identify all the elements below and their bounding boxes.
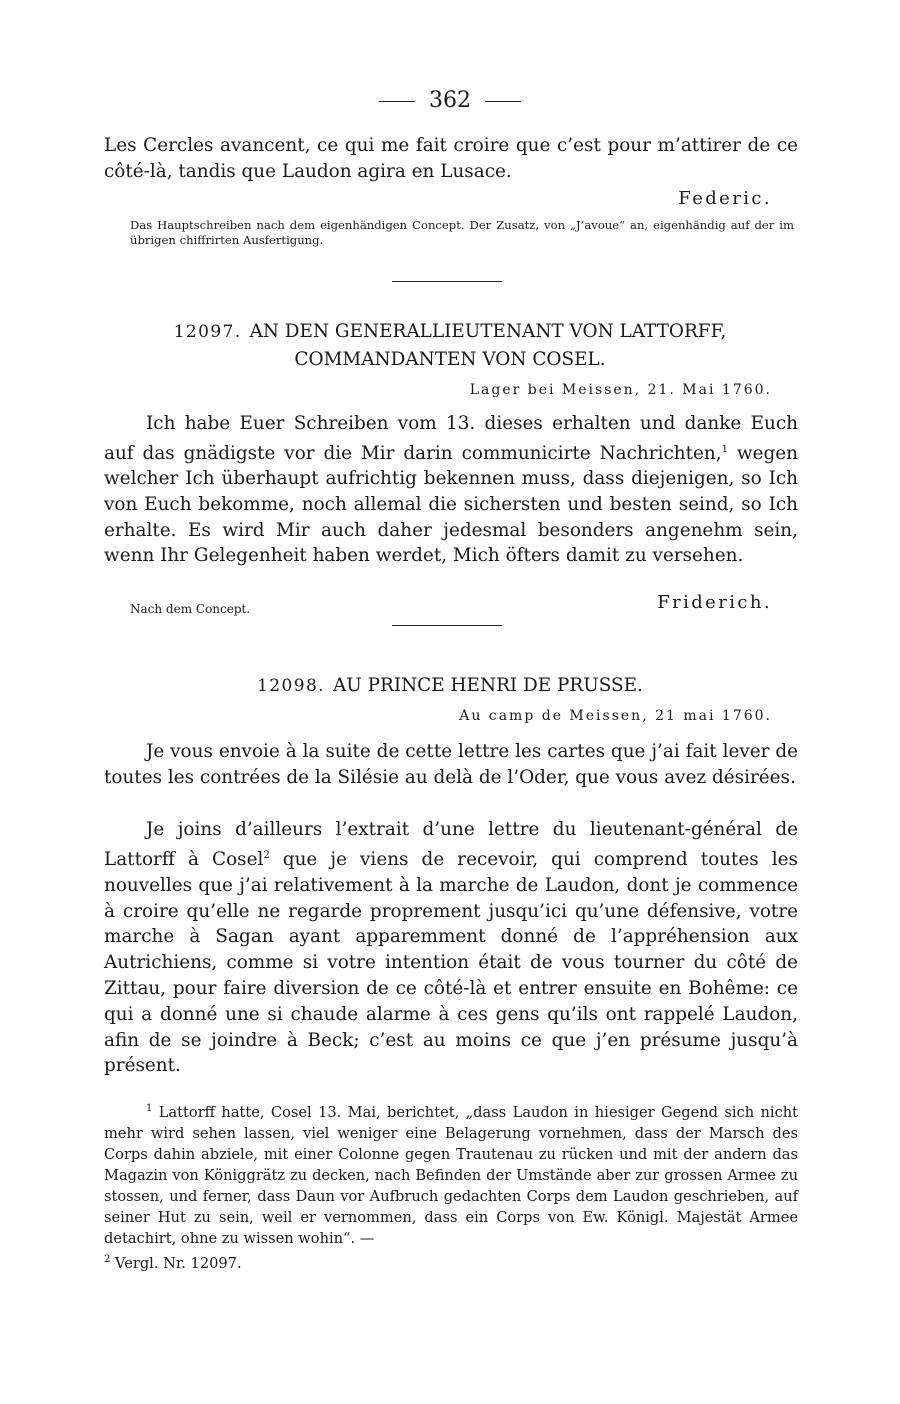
letter-12098-heading-text: AU PRINCE HENRI DE PRUSSE. [332, 675, 643, 696]
header-dash-right [485, 101, 521, 102]
letter-12097-dateline: Lager bei Meissen, 21. Mai 1760. [469, 382, 772, 398]
divider-1 [392, 281, 502, 282]
letter-12097-heading-line2: COMMANDANTEN VON COSEL. [294, 349, 606, 370]
page-header [0, 88, 900, 113]
footnote-1-text: Lattorff hatte, Cosel 13. Mai, berichtet, „dass Laudon in hiesiger Gegend sich nicht mehr wird sehen lassen, viel weniger eine Belagerung vornehmen, dass der Marsch des Corps dahin abziele, mit einer Colonne gegen Trautenau zu rücken und mit der andern das Magazin von Königgrätz zu decken, nach Befinden der Umstände aber zur grossen Armee zu stossen, und ferner, dass Daun vor Aufbruch gedachten Corps dem Laudon geschrieben, auf seiner Hut zu sein, weil er vernommen, dass ein Corps von Ew. Königl. Majestät Armee detachirt, ohne zu wissen wohin“. — [104, 1103, 799, 1247]
letter-12098-heading [0, 672, 900, 700]
letter-12097-heading-line1: AN DEN GENERALLIEUTENANT VON LATTORFF, [249, 321, 727, 342]
letter-12098-para2-part1: Je joins d’ailleurs l’extrait d’une lettre du lieutenant-général de Lattorff à Cosel [104, 819, 798, 870]
footnote-ref-1: 1 [721, 443, 728, 455]
letter-12097-source: Nach dem Concept. [130, 602, 251, 616]
letter-12097-number: 12097. [173, 322, 242, 342]
footnote-1-marker: 1 [146, 1103, 153, 1114]
section1-note: Das Hauptschreiben nach dem eigenhändigen Concept. Der Zusatz, von „J’avoue“ an, eigenhändig auf der im übrigen chiffrirten Ausfertigung. [130, 218, 794, 247]
letter-12097-text-part2: wegen welcher Ich überhaupt aufrichtig bekennen muss, dass diejenigen, so Ich von Euch bekomme, noch allemal die sichersten und besten seind, so Ich erhalte. Es wird Mir auch daher jedesmal besonders angenehm sein, wenn Ihr Gelegenheit haben werdet, Mich öfters damit zu versehen. [104, 442, 798, 567]
letter-12097-heading [0, 318, 900, 374]
section1-text: Les Cercles avancent, ce qui me fait croire que c’est pour m’attirer de ce côté-là, tandis que Laudon agira en Lusace. [104, 135, 798, 182]
letter-12098-para1: Je vous envoie à la suite de cette lettre les cartes que j’ai fait lever de toutes les contrées de la Silésie au delà de l’Oder, que vous avez désirées. [104, 741, 798, 788]
divider-2 [392, 625, 502, 626]
letter-12097-text [104, 411, 798, 569]
letter-12098-dateline: Au camp de Meissen, 21 mai 1760. [459, 708, 772, 724]
letter-12097-text-part1: Ich habe Euer Schreiben vom 13. dieses erhalten und danke Euch auf das gnädigste vor die Mir darin communicirte Nachrichten, [104, 413, 798, 464]
footnote-ref-2: 2 [263, 849, 270, 861]
footnote-1 [104, 1098, 798, 1274]
letter-12098-number: 12098. [257, 676, 325, 696]
header-dash-left [379, 101, 415, 102]
letter-12097-signature: Friderich. [657, 592, 772, 613]
footnote-2-marker: 2 [104, 1253, 111, 1265]
letter-12098-para2-part2: que je viens de recevoir, qui comprend toutes les nouvelles que j’ai relativement à la marche de Laudon, dont je commence à croire qu’elle ne regarde proprement jusqu’ici qu’une défensive, votre marche à Sagan ayant apparemment donné de l’appréhension aux Autrichiens, comme si votre intention était de vous tourner du côté de Zittau, pour faire diversion de ce côté-là et entrer ensuite en Bohême: ce qui a donné une si chaude alarme à ces gens qu’ils ont rappelé Laudon, afin de se joindre à Beck; c’est au moins ce que j’en présume jusqu’à présent. [104, 848, 798, 1077]
letter-12098-para2 [104, 817, 798, 1079]
page-number: 362 [429, 88, 471, 113]
section1-signature: Federic. [678, 188, 772, 209]
footnote-2-text: Vergl. Nr. 12097. [115, 1254, 242, 1272]
